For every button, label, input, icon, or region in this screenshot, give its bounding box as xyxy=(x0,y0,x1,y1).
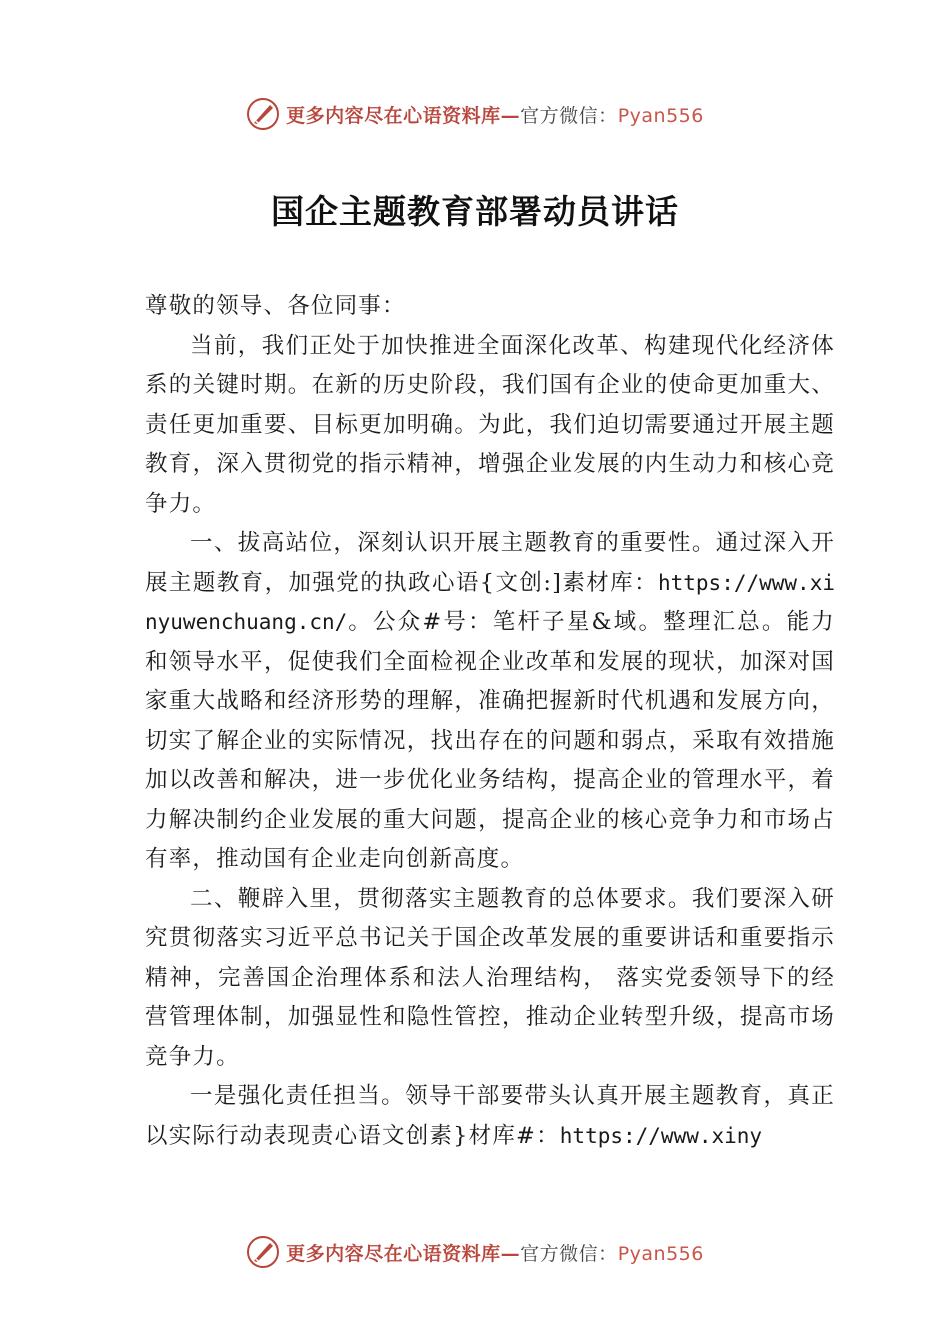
url-text: https://www.xiny xyxy=(559,1123,763,1148)
salutation: 尊敬的领导、各位同事： xyxy=(145,293,406,319)
footer-banner xyxy=(0,1232,950,1272)
paragraph: 当前，我们正处于加快推进全面深化改革、构建现代化经济体系的关键时期。在新的历史阶段，我们国有企业的使命更加重大、责任更加重要、目标更加明确。为此，我们迫切需要通过开展主题教育，深入贯彻党的指示精神，增强企业发展的内生动力和核心竞争力。 xyxy=(145,332,835,517)
document-body xyxy=(145,287,835,1156)
paragraph: 一是强化责任担当。领导干部要带头认真开展主题教育，真正以实际行动表现责心语文创素}材库#：https://www.xiny xyxy=(145,1083,835,1149)
banner-text: 更多内容尽在心语资料库—官方微信：Pyan556 xyxy=(286,1242,704,1265)
header-banner xyxy=(0,94,950,134)
document-title: 国企主题教育部署动员讲话 xyxy=(271,192,679,231)
quill-logo-icon xyxy=(246,97,280,131)
quill-logo-icon xyxy=(246,1235,280,1269)
url-text: https://www.xinyuwenchuang.cn/ xyxy=(145,570,835,634)
paragraph: 一、拔高站位，深刻认识开展主题教育的重要性。通过深入开展主题教育，加强党的执政心语{文创:]素材库：https://www.xinyuwenchuang.cn/。公众#号：笔杆子星&域。整理汇总。能力和领导水平，促使我们全面检视企业改革和发展的现状，加深对国家重大战略和经济形势的理解，准确把握新时代机遇和发展方向，切实了解企业的实际情况，找出存在的问题和弱点，采取有效措施加以改善和解决，进一步优化业务结构，提高企业的管理水平，着力解决制约企业发展的重大问题，提高企业的核心竞争力和市场占有率，推动国有企业走向创新高度。 xyxy=(145,530,835,872)
paragraph: 二、鞭辟入里，贯彻落实主题教育的总体要求。我们要深入研究贯彻落实习近平总书记关于国企改革发展的重要讲话和重要指示精神，完善国企治理体系和法人治理结构， 落实党委领导下的经营管理体制，加强显性和隐性管控，推动企业转型升级，提高市场竞争力。 xyxy=(145,885,835,1070)
banner-text: 更多内容尽在心语资料库—官方微信：Pyan556 xyxy=(286,104,704,127)
